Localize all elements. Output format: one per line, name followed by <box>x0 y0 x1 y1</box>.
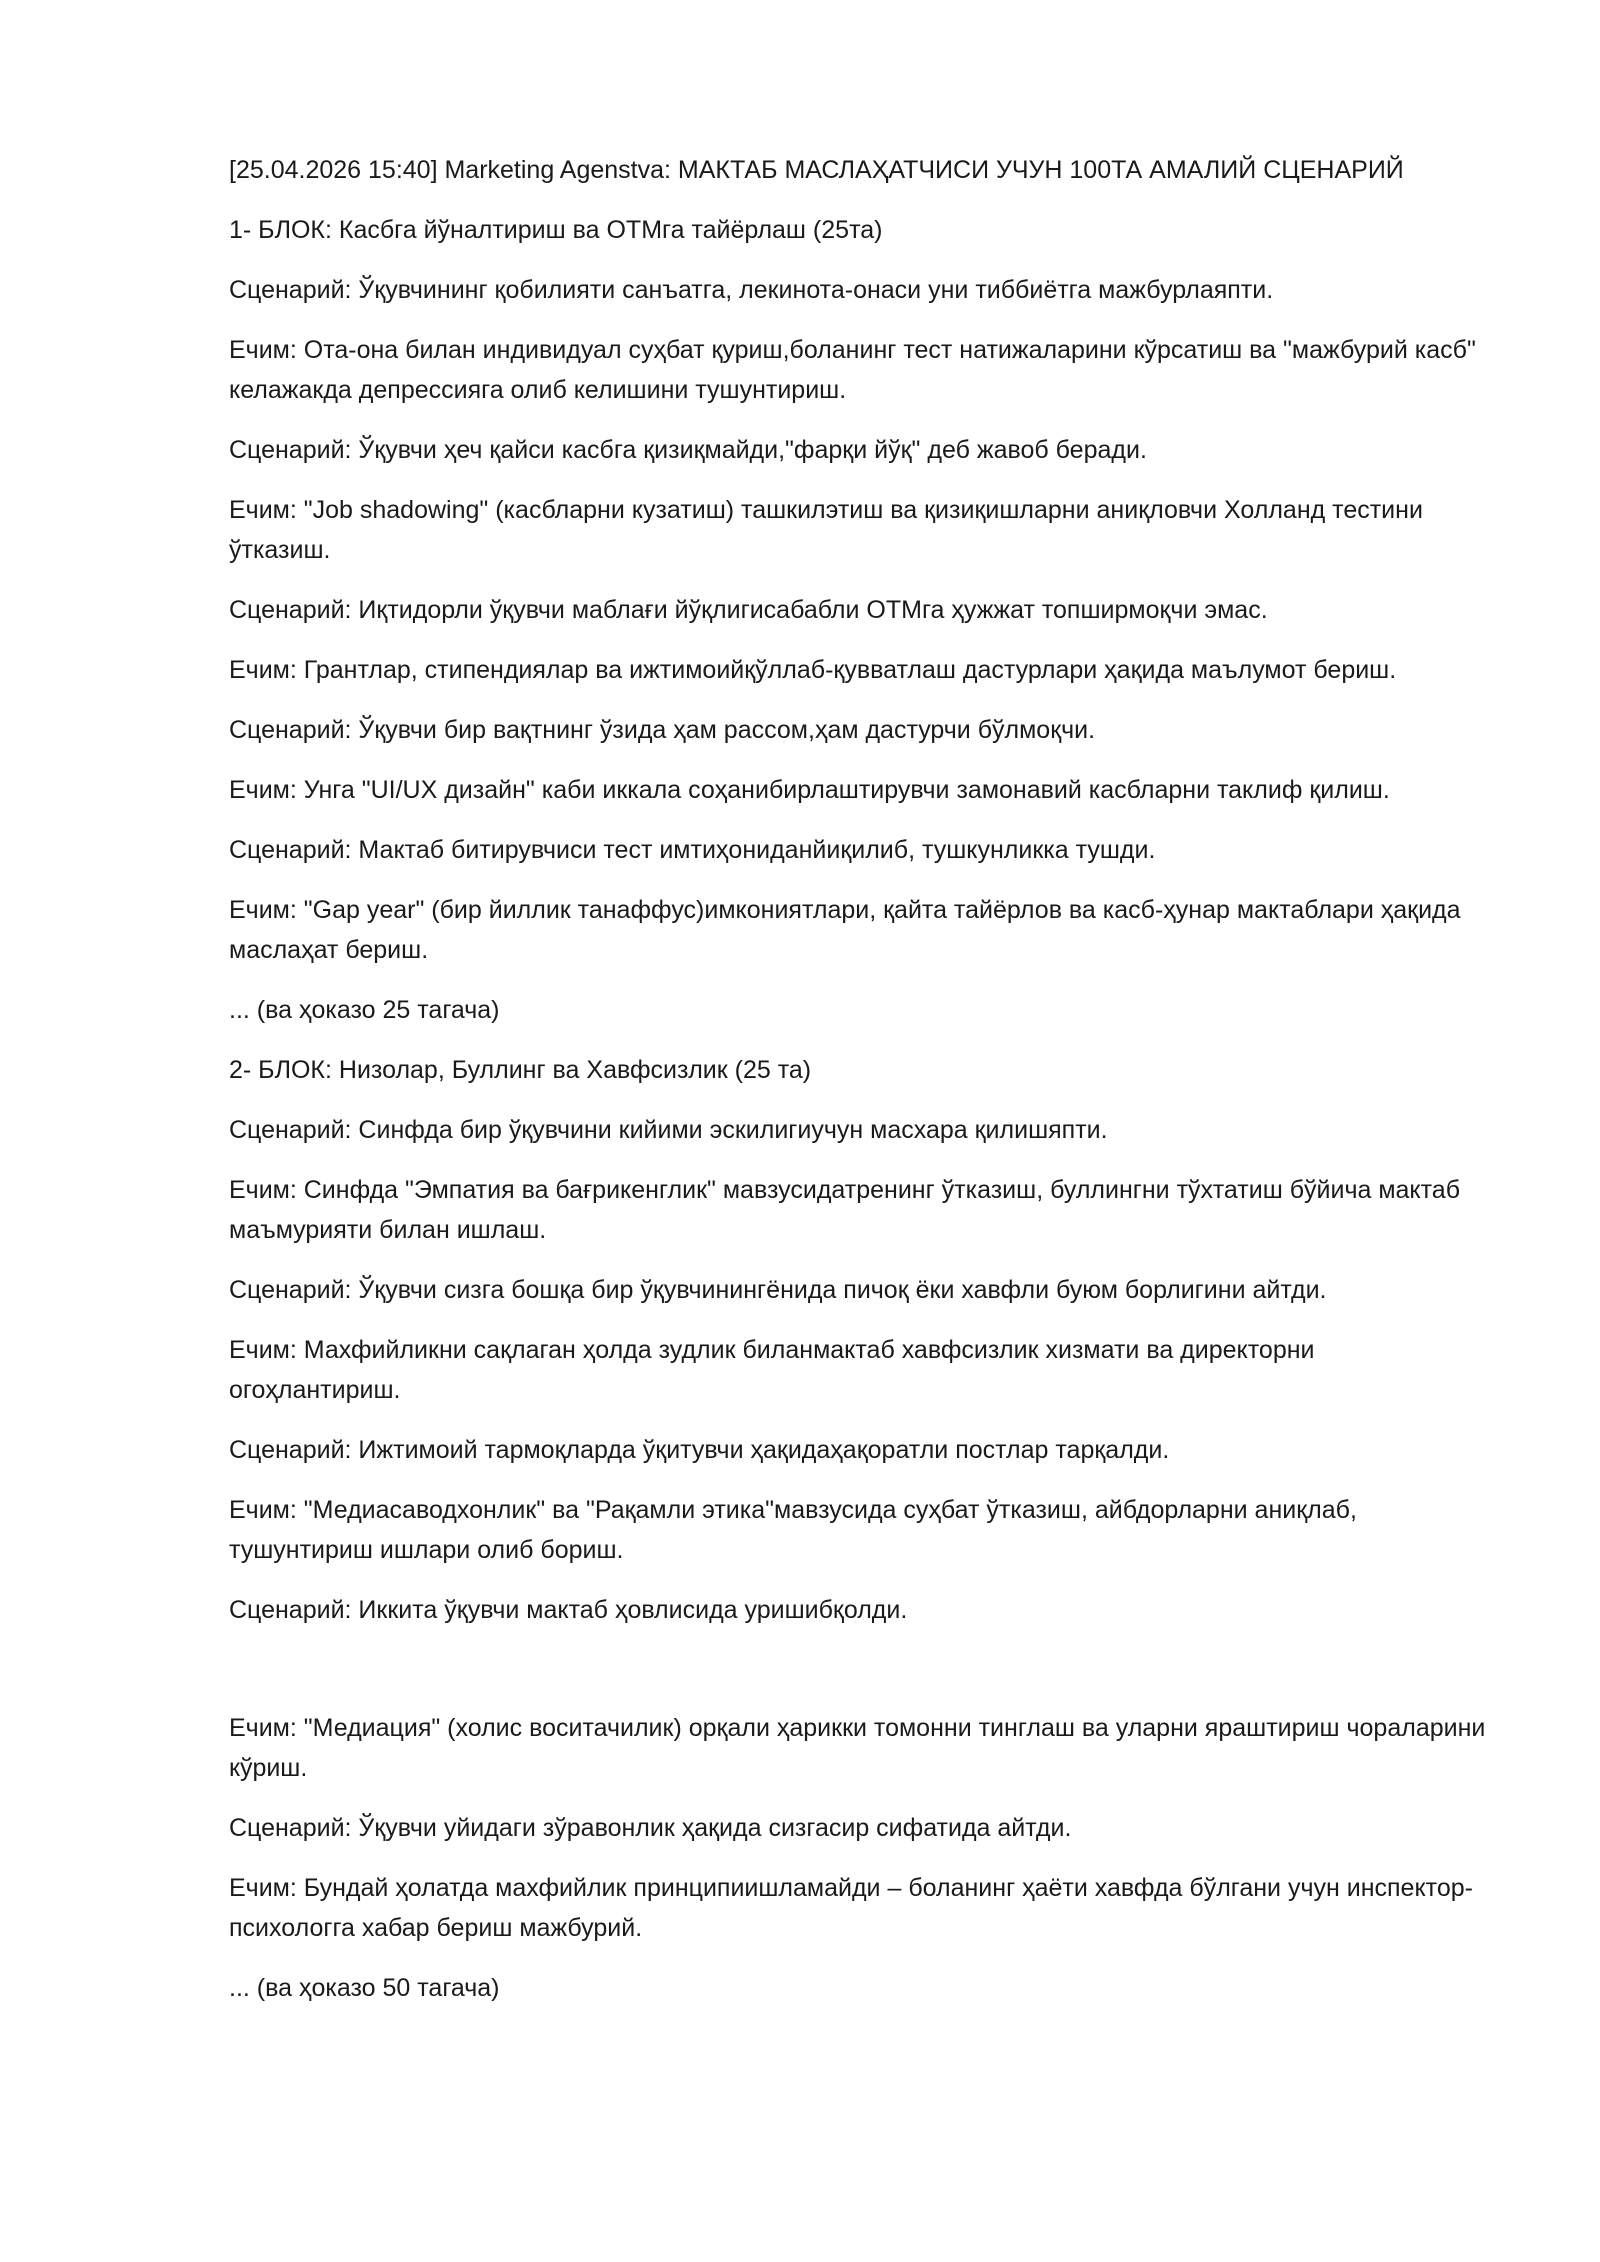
scenario-paragraph: Сценарий: Иқтидорли ўқувчи маблағи йўқлигисабабли ОТМга ҳужжат топширмоқчи эмас. <box>229 596 1268 624</box>
solution-paragraph: Ечим: Махфийликни сақлаган ҳолда зудлик биланмактаб хавфсизлик хизмати ва директорни огоҳлантириш. <box>229 1336 1315 1404</box>
scenario-paragraph: Сценарий: Синфда бир ўқувчини кийими эскилигиучун масхара қилишяпти. <box>229 1116 1108 1144</box>
solution-paragraph: Ечим: "Gap year" (бир йиллик танаффус)имкониятлари, қайта тайёрлов ва касб-ҳунар мактаблари ҳақида маслаҳат бериш. <box>229 896 1461 964</box>
solution-paragraph: Ечим: Унга "UI/UX дизайн" каби иккала соҳанибирлаштирувчи замонавий касбларни таклиф қилиш. <box>229 776 1390 804</box>
block-1-heading: 1- БЛОК: Касбга йўналтириш ва ОТМга тайёрлаш (25та) <box>229 216 883 244</box>
ellipsis-note: ... (ва ҳоказо 25 тагача) <box>229 996 500 1024</box>
solution-paragraph: Ечим: "Job shadowing" (касбларни кузатиш) ташкилэтиш ва қизиқишларни аниқловчи Холланд тестини ўтказиш. <box>229 496 1423 564</box>
scenario-paragraph: Сценарий: Ўқувчи сизга бошқа бир ўқувчинингёнида пичоқ ёки хавфли буюм борлигини айтди. <box>229 1276 1327 1304</box>
solution-paragraph: Ечим: "Медиация" (холис воситачилик) орқали ҳарикки томонни тинглаш ва уларни яраштириш чораларини кўриш. <box>229 1714 1486 1782</box>
scenario-paragraph: Сценарий: Мактаб битирувчиси тест имтиҳониданйиқилиб, тушкунликка тушди. <box>229 836 1156 864</box>
scenario-paragraph: Сценарий: Ўқувчи уйидаги зўравонлик ҳақида сизгасир сифатида айтди. <box>229 1814 1072 1842</box>
scenario-paragraph: Сценарий: Ижтимоий тармоқларда ўқитувчи ҳақидаҳақоратли постлар тарқалди. <box>229 1436 1170 1464</box>
block-2-heading: 2- БЛОК: Низолар, Буллинг ва Хавфсизлик (25 та) <box>229 1056 812 1084</box>
solution-paragraph: Ечим: Бундай ҳолатда махфийлик принципиишламайди – боланинг ҳаёти хавфда бўлгани учун инспектор-психологга хабар бериш мажбурий. <box>229 1874 1473 1942</box>
scenario-paragraph: Сценарий: Ўқувчининг қобилияти санъатга, лекинота-онаси уни тиббиётга мажбурлаяпти. <box>229 276 1274 304</box>
document-page <box>229 150 1489 2028</box>
solution-paragraph: Ечим: Грантлар, стипендиялар ва ижтимоийқўллаб-қувватлаш дастурлари ҳақида маълумот бериш. <box>229 656 1397 684</box>
solution-paragraph: Ечим: Синфда "Эмпатия ва бағрикенглик" мавзусидатренинг ўтказиш, буллингни тўхтатиш бўйича мактаб маъмурияти билан ишлаш. <box>229 1176 1461 1244</box>
scenario-paragraph: Сценарий: Ўқувчи бир вақтнинг ўзида ҳам рассом,ҳам дастурчи бўлмоқчи. <box>229 716 1096 744</box>
scenario-paragraph: Сценарий: Ўқувчи ҳеч қайси касбга қизиқмайди,"фарқи йўқ" деб жавоб беради. <box>229 436 1147 464</box>
ellipsis-note: ... (ва ҳоказо 50 тагача) <box>229 1974 500 2002</box>
document-header: [25.04.2026 15:40] Marketing Agenstva: МАКТАБ МАСЛАҲАТЧИСИ УЧУН 100ТА АМАЛИЙ СЦЕНАРИЙ <box>229 156 1404 184</box>
scenario-paragraph: Сценарий: Иккита ўқувчи мактаб ҳовлисида уришибқолди. <box>229 1596 908 1624</box>
solution-paragraph: Ечим: Ота-она билан индивидуал суҳбат қуриш,боланинг тест натижаларини кўрсатиш ва "мажбурий касб" келажакда депрессияга олиб келишини тушунтириш. <box>229 336 1476 404</box>
solution-paragraph: Ечим: "Медиасаводхонлик" ва "Рақамли этика"мавзусида суҳбат ўтказиш, айбдорларни аниқлаб, тушунтириш ишлари олиб бориш. <box>229 1496 1357 1564</box>
